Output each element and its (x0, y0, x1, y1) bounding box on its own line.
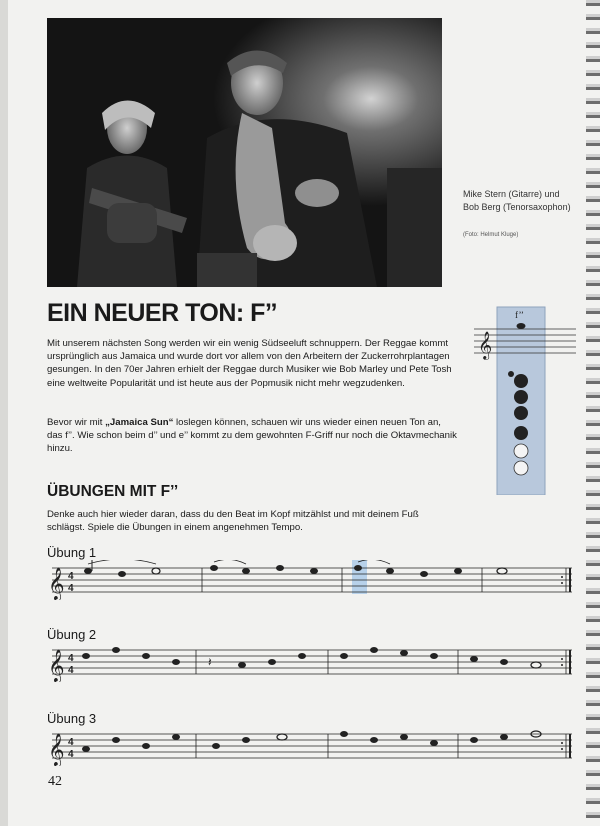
exercises-heading: ÜBUNGEN MIT F’’ (47, 483, 179, 500)
exercises-instructions: Denke auch hier wieder daran, dass du den Beat im Kopf mitzählst und mit deinem Fuß schlägst. Spiele die Übungen in einem angenehmen Tempo. (47, 509, 419, 534)
svg-text:𝄞: 𝄞 (48, 733, 65, 766)
page-number: 42 (48, 774, 62, 789)
spiral-binding (586, 0, 600, 826)
fingering-note-label: f’’ (515, 310, 524, 320)
concert-photo (47, 18, 442, 287)
exercise-2-staff (44, 642, 574, 682)
photo-caption (463, 188, 571, 214)
caption-line-1: Mike Stern (Gitarre) und (463, 189, 560, 199)
svg-text:4: 4 (68, 571, 74, 582)
svg-text:4: 4 (68, 737, 74, 748)
svg-text:𝄽: 𝄽 (208, 655, 212, 669)
intro-paragraph: Mit unserem nächsten Song werden wir ein wenig Südseeluft schnuppern. Der Reggae kommt ursprünglich aus Jamaica und wurde dort vor allem von den Arbeitern der Zuckerrohrplantagen gesungen. In den 70er Jahren erhielt der Reggae durch Musiker wie Bob Marley und Pete Tosh eine weltweite Popularität und ist heute aus der Popmusik nicht mehr wegzudenken. (47, 338, 452, 389)
svg-text:4: 4 (68, 665, 74, 676)
exercise-3-label: Übung 3 (47, 711, 97, 726)
second-paragraph (47, 416, 457, 456)
exercise-2-label: Übung 2 (47, 627, 97, 642)
section-heading: EIN NEUER TON: F’’ (47, 299, 277, 327)
exercise-3-staff (44, 726, 574, 766)
svg-text:𝄞: 𝄞 (478, 331, 493, 359)
svg-text:𝄞: 𝄞 (48, 649, 65, 682)
fingering-chart (470, 305, 580, 495)
svg-text:4: 4 (68, 583, 74, 594)
para-text: loslegen können, schauen wir uns wieder einen neuen Ton an, das f’’. Wie schon beim d’’ und e’’ kommt zu dem gewohnten F-Griff nur noch die Oktavmechanik hinzu. (47, 417, 457, 455)
caption-line-2: Bob Berg (Tenorsaxophon) (463, 202, 571, 212)
svg-text:4: 4 (68, 653, 74, 664)
svg-text:𝄞: 𝄞 (48, 567, 65, 600)
exercise-1-staff (44, 560, 574, 600)
photo-credit: (Foto: Helmut Kluge) (463, 232, 519, 238)
song-title: „Jamaica Sun“ (105, 417, 174, 428)
para-text: Bevor wir mit (47, 417, 106, 428)
page-edge (0, 0, 8, 826)
svg-text:4: 4 (68, 749, 74, 760)
exercise-1-label: Übung 1 (47, 545, 97, 560)
